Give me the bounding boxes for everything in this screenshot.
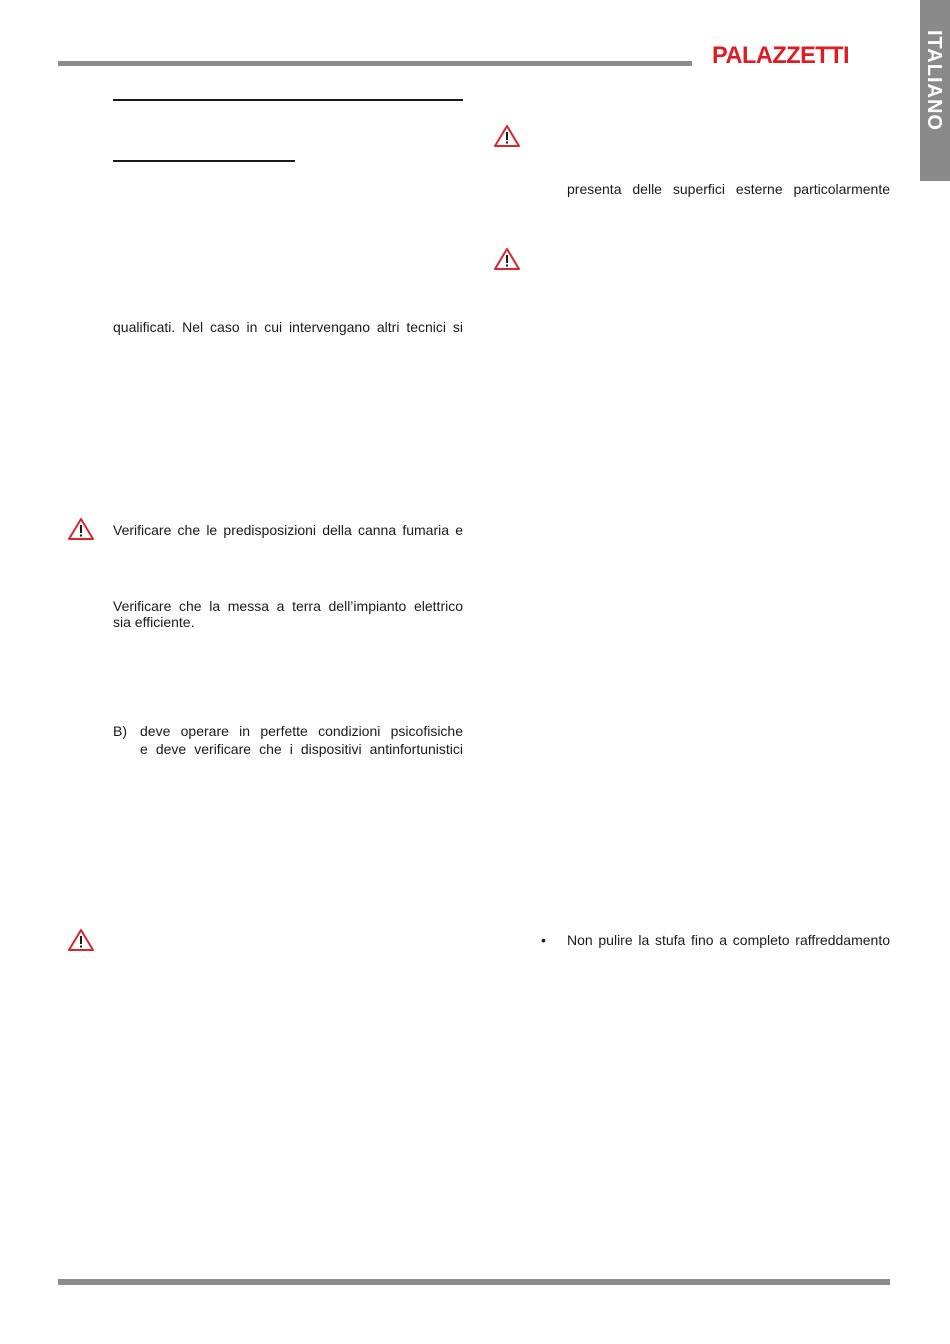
check-ground-line1: Verificare che la messa a terra dell’impianto elettrico xyxy=(113,598,463,614)
bullet-symbol: • xyxy=(541,932,546,948)
paragraph-qualified: qualificati. Nel caso in cui intervengano altri tecnici si xyxy=(113,319,463,335)
bullet-clean-text: Non pulire la stufa fino a completo raffreddamento xyxy=(567,932,890,948)
language-tab-label: ITALIANO xyxy=(923,30,945,131)
check-ground-line2: sia efficiente. xyxy=(113,614,195,630)
warning-icon xyxy=(493,247,521,271)
brand-logo: PALAZZETTI xyxy=(712,42,850,69)
warning-icon xyxy=(67,517,95,541)
warning-icon xyxy=(493,124,521,148)
subsection-heading-underline xyxy=(113,160,295,162)
section-heading-underline xyxy=(113,99,463,101)
list-marker-b: B) xyxy=(113,723,127,739)
check-chimney-text: Verificare che le predisposizioni della canna fumaria e xyxy=(113,522,463,538)
surfaces-text: presenta delle superfici esterne particolarmente xyxy=(567,181,890,197)
footer-rule xyxy=(58,1279,890,1285)
item-b-line2: e deve verificare che i dispositivi antinfortunistici xyxy=(140,741,463,757)
item-b-line1: deve operare in perfette condizioni psicofisiche xyxy=(140,723,463,739)
header-rule xyxy=(58,61,692,66)
warning-icon xyxy=(67,928,95,952)
